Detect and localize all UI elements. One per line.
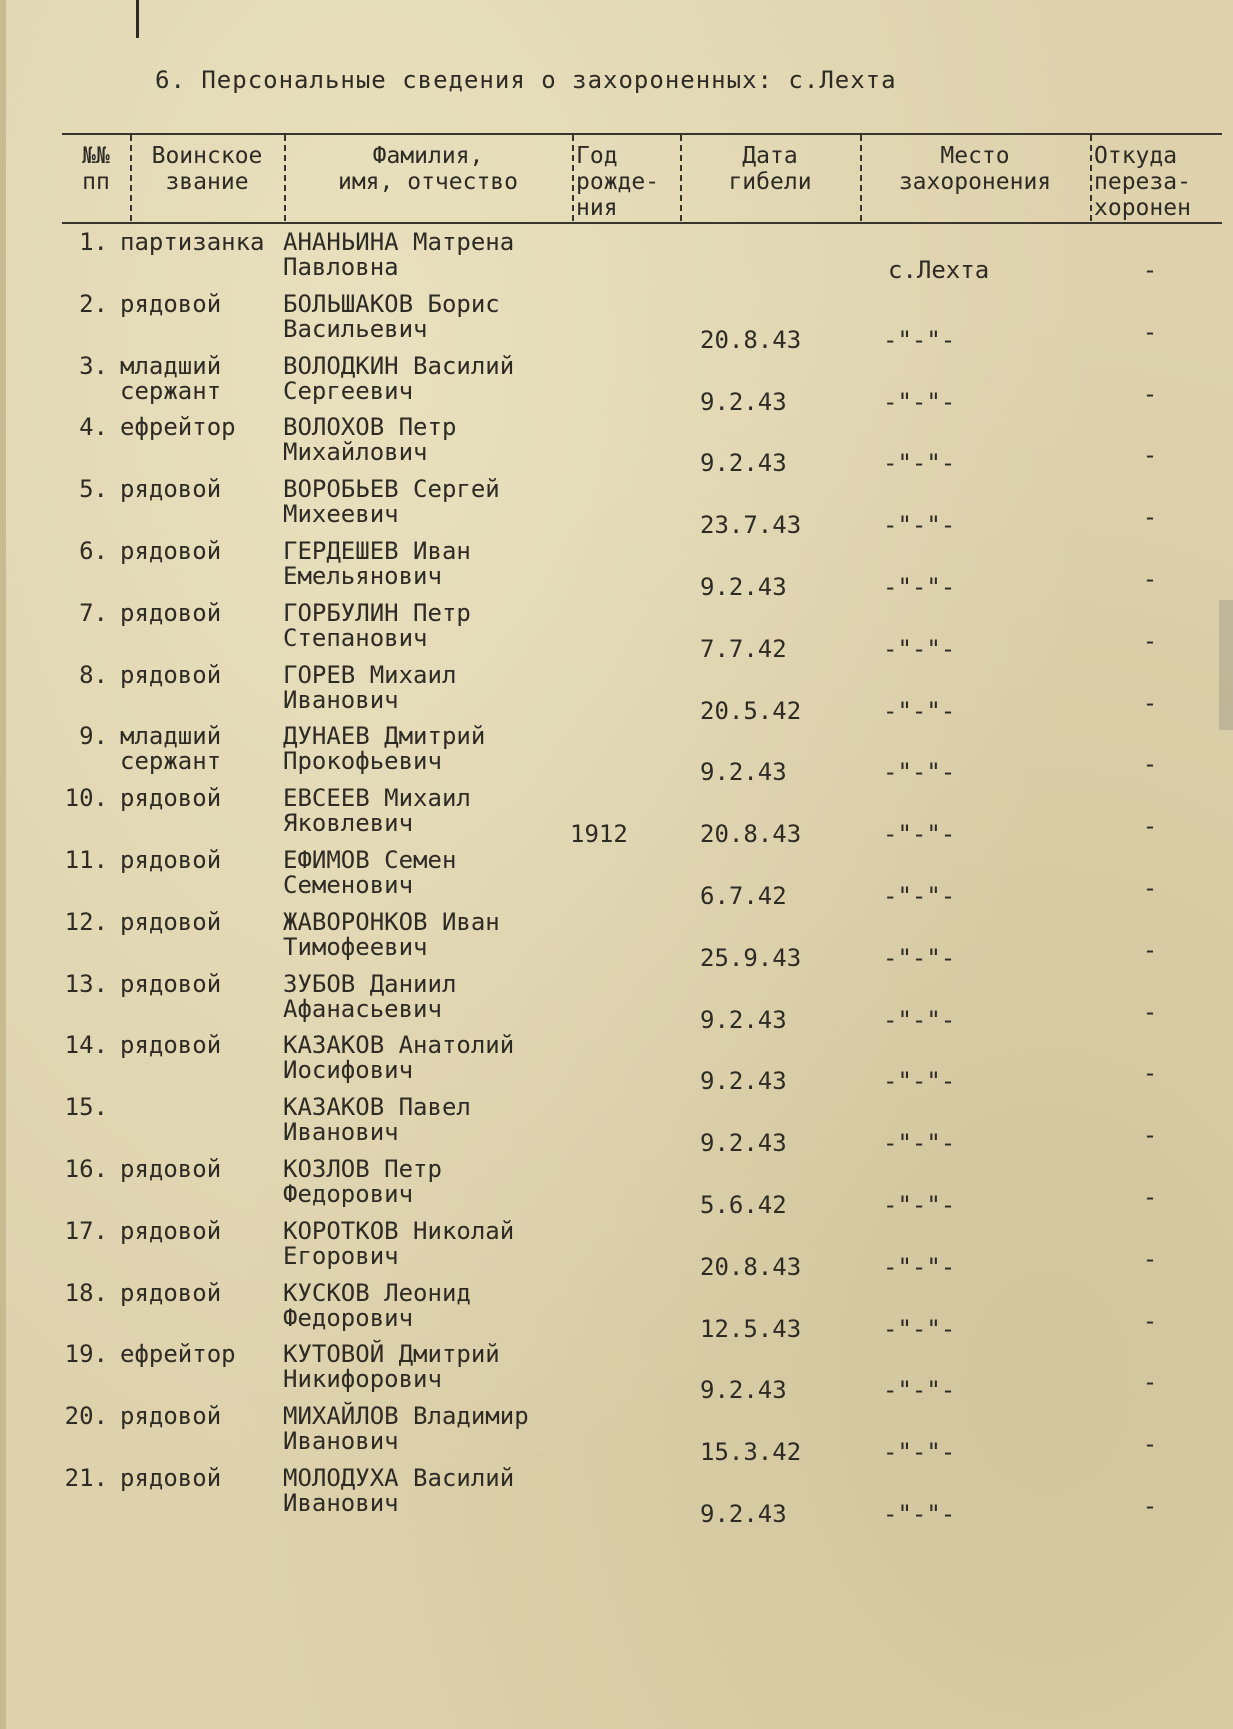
row-rank: рядовой — [120, 969, 222, 998]
row-reburied-from: - — [1142, 1306, 1158, 1335]
table-row — [0, 477, 1233, 539]
row-burial-place: -"-"- — [883, 572, 956, 601]
row-surname: КУСКОВ Леонид — [283, 1278, 471, 1307]
row-patronymic: Федорович — [283, 1303, 414, 1332]
row-rank: рядовой — [120, 907, 222, 936]
table-row — [0, 598, 1233, 663]
row-number: 2. — [79, 289, 108, 318]
row-number: 10. — [64, 784, 108, 813]
row-rank: рядовой — [120, 784, 222, 813]
row-burial-place: -"-"- — [883, 387, 956, 416]
row-patronymic: Павловна — [283, 253, 399, 281]
row-number: 20. — [64, 1402, 108, 1431]
row-burial-place: -"-"- — [883, 1438, 956, 1467]
row-surname: КАЗАКОВ Анатолий — [283, 1031, 515, 1060]
row-rank: ефрейтор — [120, 1340, 236, 1369]
row-number: 16. — [64, 1154, 108, 1183]
table-row — [0, 1154, 1233, 1219]
row-number: 14. — [64, 1031, 108, 1060]
row-reburied-from: - — [1142, 256, 1158, 284]
row-death-date: 20.5.42 — [700, 696, 802, 725]
row-patronymic: Тимофеевич — [283, 932, 428, 961]
table-row — [0, 724, 1233, 786]
row-death-date: 20.8.43 — [700, 1252, 802, 1281]
table-row — [0, 230, 1233, 292]
row-reburied-from: - — [1142, 1491, 1158, 1520]
row-patronymic: Прокофьевич — [283, 747, 442, 776]
column-divider — [680, 135, 682, 221]
row-patronymic: Яковлевич — [283, 809, 414, 838]
row-patronymic: Афанасьевич — [283, 994, 442, 1023]
row-burial-place: с.Лехта — [888, 256, 990, 284]
row-reburied-from: - — [1142, 1368, 1158, 1397]
table-row — [0, 1216, 1233, 1281]
row-patronymic: Федорович — [283, 1179, 414, 1208]
row-surname: ВОРОБЬЕВ Сергей — [283, 475, 500, 504]
row-death-date: 9.2.43 — [700, 1376, 787, 1405]
row-reburied-from: - — [1142, 503, 1158, 532]
row-surname: КУТОВОЙ Дмитрий — [283, 1340, 500, 1369]
row-surname: МИХАЙЛОВ Владимир — [283, 1402, 529, 1431]
row-reburied-from: - — [1142, 379, 1158, 408]
row-reburied-from: - — [1142, 688, 1158, 717]
header-from: Откуда переза- хоронен — [1094, 143, 1191, 221]
row-rank: рядовой — [120, 1402, 222, 1431]
header-place: Место захоронения — [898, 143, 1052, 195]
row-burial-place: -"-"- — [883, 1067, 956, 1096]
row-number: 21. — [64, 1463, 108, 1492]
row-patronymic: Иванович — [283, 1488, 399, 1517]
table-row — [0, 786, 1233, 848]
row-reburied-from: - — [1142, 1059, 1158, 1088]
row-burial-place: -"-"- — [883, 881, 956, 910]
row-surname: ЖАВОРОНКОВ Иван — [283, 907, 500, 936]
table-row — [0, 351, 1233, 416]
row-death-date: 23.7.43 — [700, 511, 802, 540]
row-surname: ГОРБУЛИН Петр — [283, 598, 471, 627]
row-surname: ЕВСЕЕВ Михаил — [283, 784, 471, 813]
table-row — [0, 1033, 1233, 1095]
row-reburied-from: - — [1142, 1121, 1158, 1150]
row-number: 3. — [79, 351, 108, 380]
row-death-date: 9.2.43 — [700, 758, 787, 787]
row-patronymic: Иосифович — [283, 1056, 414, 1085]
header-name: Фамилия, имя, отчество — [337, 143, 518, 195]
row-surname: ВОЛОХОВ Петр — [283, 413, 457, 442]
row-surname: КОЗЛОВ Петр — [283, 1154, 442, 1183]
row-patronymic: Иванович — [283, 685, 399, 714]
row-number: 6. — [79, 536, 108, 565]
row-patronymic: Емельянович — [283, 561, 442, 590]
column-divider — [130, 135, 132, 221]
row-number: 17. — [64, 1216, 108, 1245]
table-row — [0, 969, 1233, 1034]
row-patronymic: Степанович — [283, 623, 428, 652]
table-row — [0, 1404, 1233, 1466]
row-number: 4. — [79, 413, 108, 442]
row-patronymic: Иванович — [283, 1118, 399, 1147]
header-num: №№ пп — [82, 143, 110, 195]
table-row — [0, 1278, 1233, 1343]
table-row — [0, 660, 1233, 725]
row-patronymic: Сергеевич — [283, 376, 414, 405]
row-burial-place: -"-"- — [883, 820, 956, 849]
row-burial-place: -"-"- — [883, 325, 956, 354]
row-burial-place: -"-"- — [883, 1129, 956, 1158]
row-death-date: 5.6.42 — [700, 1190, 787, 1219]
row-burial-place: -"-"- — [883, 1499, 956, 1528]
header-rank: Воинское звание — [151, 143, 263, 195]
row-rank: рядовой — [120, 660, 222, 689]
table-row — [0, 907, 1233, 972]
row-number: 11. — [64, 845, 108, 874]
row-surname: ДУНАЕВ Дмитрий — [283, 722, 486, 751]
row-patronymic: Михайлович — [283, 438, 428, 467]
row-death-date: 15.3.42 — [700, 1438, 802, 1467]
table-row — [0, 289, 1233, 354]
row-patronymic: Семенович — [283, 870, 414, 899]
row-number: 18. — [64, 1278, 108, 1307]
row-reburied-from: - — [1142, 997, 1158, 1026]
header-year: Год рожде- ния — [576, 143, 660, 221]
row-burial-place: -"-"- — [883, 943, 956, 972]
row-death-date: 9.2.43 — [700, 1499, 787, 1528]
table-row — [0, 536, 1233, 601]
row-rank: рядовой — [120, 1278, 222, 1307]
row-reburied-from: - — [1142, 441, 1158, 470]
row-surname: ЗУБОВ Даниил — [283, 969, 457, 998]
row-rank: рядовой — [120, 1031, 222, 1060]
row-burial-place: -"-"- — [883, 1252, 956, 1281]
row-rank: рядовой — [120, 289, 222, 318]
row-rank: рядовой — [120, 1216, 222, 1245]
table-row — [0, 1463, 1233, 1528]
header-date: Дата гибели — [728, 143, 812, 195]
row-patronymic: Васильевич — [283, 314, 428, 343]
row-rank: младший сержант — [120, 722, 222, 776]
row-number: 15. — [64, 1093, 108, 1122]
row-number: 9. — [79, 722, 108, 751]
row-surname: ГЕРДЕШЕВ Иван — [283, 536, 471, 565]
row-reburied-from: - — [1142, 1182, 1158, 1211]
row-burial-place: -"-"- — [883, 634, 956, 663]
table-row — [0, 845, 1233, 910]
row-reburied-from: - — [1142, 1244, 1158, 1273]
row-patronymic: Иванович — [283, 1427, 399, 1456]
row-surname: КОРОТКОВ Николай — [283, 1216, 515, 1245]
header-top-rule — [62, 133, 1222, 135]
row-death-date: 9.2.43 — [700, 449, 787, 478]
row-death-date: 6.7.42 — [700, 881, 787, 910]
row-burial-place: -"-"- — [883, 1376, 956, 1405]
row-burial-place: -"-"- — [883, 758, 956, 787]
row-death-date: 20.8.43 — [700, 820, 802, 849]
row-death-date: 9.2.43 — [700, 1129, 787, 1158]
page-title: 6. Персональные сведения о захороненных: с.Лехта — [155, 66, 897, 94]
row-death-date: 12.5.43 — [700, 1314, 802, 1343]
row-number: 19. — [64, 1340, 108, 1369]
row-birth-year: 1912 — [570, 820, 628, 849]
row-surname: ГОРЕВ Михаил — [283, 660, 457, 689]
row-rank: рядовой — [120, 536, 222, 565]
row-rank: рядовой — [120, 1154, 222, 1183]
row-rank: рядовой — [120, 475, 222, 504]
row-burial-place: -"-"- — [883, 511, 956, 540]
row-number: 7. — [79, 598, 108, 627]
column-divider — [860, 135, 862, 221]
column-divider — [284, 135, 286, 221]
row-rank: рядовой — [120, 845, 222, 874]
row-number: 8. — [79, 660, 108, 689]
row-burial-place: -"-"- — [883, 1190, 956, 1219]
row-burial-place: -"-"- — [883, 449, 956, 478]
table-row — [0, 415, 1233, 477]
row-death-date: 25.9.43 — [700, 943, 802, 972]
row-death-date: 9.2.43 — [700, 572, 787, 601]
row-reburied-from: - — [1142, 935, 1158, 964]
column-divider — [1090, 135, 1092, 221]
row-number: 5. — [79, 475, 108, 504]
column-divider — [572, 135, 574, 221]
row-rank: ефрейтор — [120, 413, 236, 442]
row-reburied-from: - — [1142, 750, 1158, 779]
row-patronymic: Михеевич — [283, 500, 399, 529]
row-reburied-from: - — [1142, 873, 1158, 902]
row-rank: младший сержант — [120, 351, 222, 405]
row-surname: АНАНЬИНА Матрена — [283, 228, 515, 256]
row-rank: рядовой — [120, 598, 222, 627]
pen-mark — [136, 0, 139, 38]
header-bottom-rule — [62, 222, 1222, 224]
row-number: 1. — [79, 228, 108, 256]
row-burial-place: -"-"- — [883, 1314, 956, 1343]
row-surname: ВОЛОДКИН Василий — [283, 351, 515, 380]
row-death-date: 9.2.43 — [700, 387, 787, 416]
burial-table — [0, 230, 1233, 1528]
row-death-date: 9.2.43 — [700, 1067, 787, 1096]
row-death-date: 9.2.43 — [700, 1005, 787, 1034]
table-row — [0, 1342, 1233, 1404]
row-reburied-from: - — [1142, 626, 1158, 655]
row-number: 12. — [64, 907, 108, 936]
row-reburied-from: - — [1142, 317, 1158, 346]
row-rank: партизанка — [120, 228, 265, 256]
row-surname: КАЗАКОВ Павел — [283, 1093, 471, 1122]
row-surname: ЕФИМОВ Семен — [283, 845, 457, 874]
row-surname: МОЛОДУХА Василий — [283, 1463, 515, 1492]
table-row — [0, 1095, 1233, 1157]
row-patronymic: Егорович — [283, 1241, 399, 1270]
row-number: 13. — [64, 969, 108, 998]
row-death-date: 20.8.43 — [700, 325, 802, 354]
row-burial-place: -"-"- — [883, 1005, 956, 1034]
row-rank: рядовой — [120, 1463, 222, 1492]
row-burial-place: -"-"- — [883, 696, 956, 725]
row-patronymic: Никифорович — [283, 1365, 442, 1394]
row-reburied-from: - — [1142, 564, 1158, 593]
row-reburied-from: - — [1142, 1430, 1158, 1459]
row-reburied-from: - — [1142, 812, 1158, 841]
row-surname: БОЛЬШАКОВ Борис — [283, 289, 500, 318]
row-death-date: 7.7.42 — [700, 634, 787, 663]
